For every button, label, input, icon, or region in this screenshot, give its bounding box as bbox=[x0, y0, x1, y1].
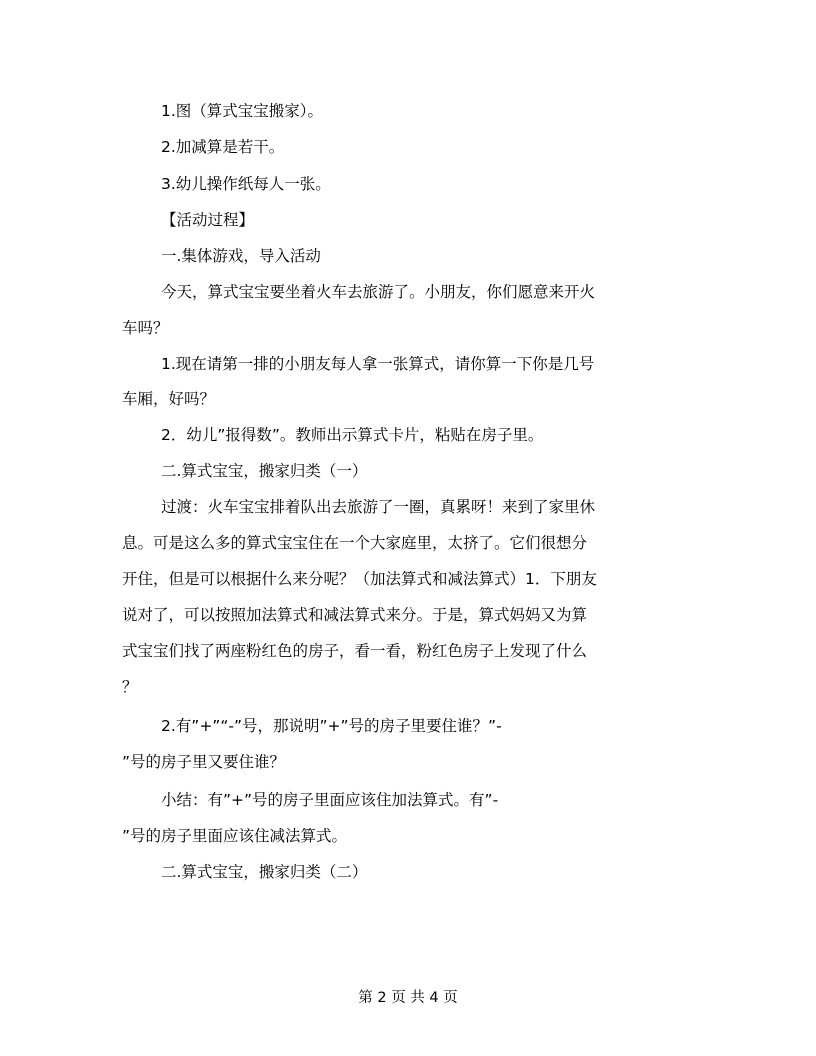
text-line: 1.现在请第一排的小朋友每人拿一张算式，请你算一下你是几号 bbox=[161, 355, 595, 373]
text-line: 二.算式宝宝，搬家归类（一） bbox=[161, 462, 368, 480]
text-line: 1.图（算式宝宝搬家）。 bbox=[161, 102, 324, 120]
page-footer: 第 2 页 共 4 页 bbox=[358, 990, 458, 1006]
text-line: 过渡：火车宝宝排着队出去旅游了一圈，真累呀！来到了家里休 bbox=[161, 498, 596, 516]
text-line: 2．幼儿”报得数”。教师出示算式卡片，粘贴在房子里。 bbox=[161, 426, 544, 444]
text-line: ”号的房子里面应该住减法算式。 bbox=[122, 827, 348, 845]
text-line: 3.幼儿操作纸每人一张。 bbox=[161, 175, 331, 193]
text-line: 2.有”+”“-”号，那说明”+”号的房子里要住谁？”- bbox=[161, 717, 502, 735]
text-line: 车厢，好吗？ bbox=[122, 390, 216, 408]
text-line: 小结：有”+”号的房子里面应该住加法算式。有”- bbox=[161, 791, 499, 809]
text-line: 今天，算式宝宝要坐着火车去旅游了。小朋友，你们愿意来开火 bbox=[161, 283, 596, 301]
text-line: ”号的房子里又要住谁？ bbox=[122, 753, 286, 771]
text-line: 车吗？ bbox=[122, 319, 169, 337]
section-heading: 【活动过程】 bbox=[161, 211, 255, 229]
text-line: 说对了，可以按照加法算式和减法算式来分。于是，算式妈妈又为算 bbox=[122, 606, 588, 624]
text-line: 2.加减算是若干。 bbox=[161, 138, 285, 156]
text-line: 息。可是这么多的算式宝宝住在一个大家庭里，太挤了。它们很想分 bbox=[122, 534, 588, 552]
text-line: ？ bbox=[122, 678, 138, 696]
text-line: 一.集体游戏，导入活动 bbox=[161, 247, 321, 265]
text-line: 二.算式宝宝，搬家归类（二） bbox=[161, 863, 368, 881]
text-line: 开住，但是可以根据什么来分呢？（加法算式和减法算式）1．下朋友 bbox=[122, 570, 597, 588]
text-line: 式宝宝们找了两座粉红色的房子，看一看，粉红色房子上发现了什么 bbox=[122, 642, 588, 660]
